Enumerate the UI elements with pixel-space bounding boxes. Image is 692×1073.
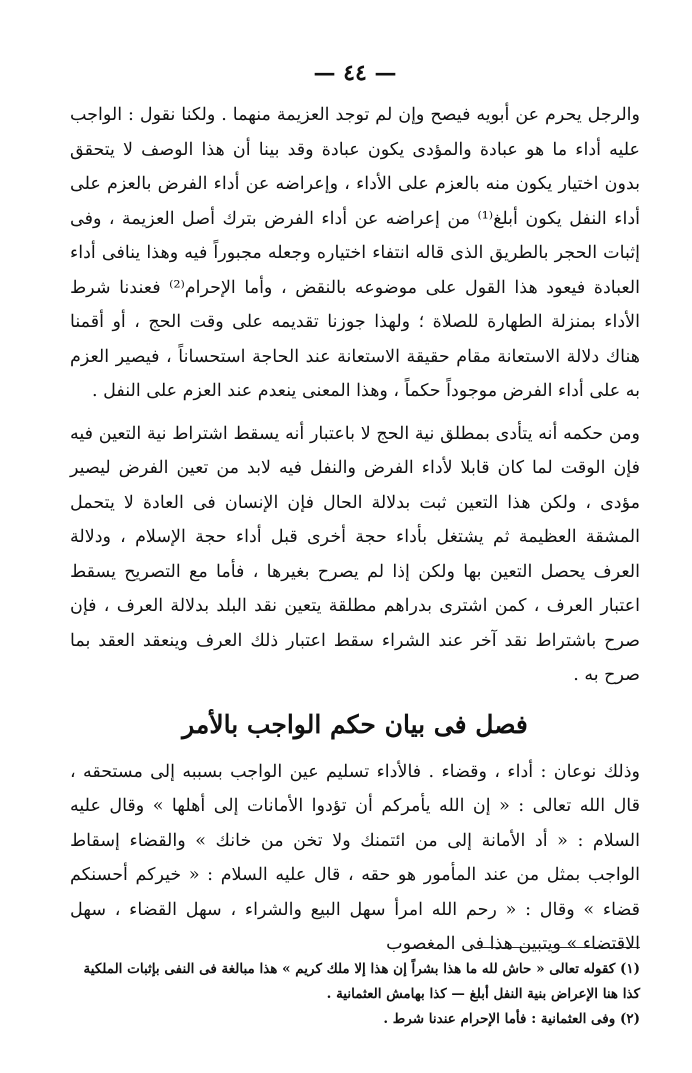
page-body bbox=[70, 60, 640, 962]
footnote-2: (٢) وفى العثمانية : فأما الإحرام عندنا شرط . bbox=[383, 1011, 640, 1027]
section-title: فصل فى بيان حكم الواجب بالأمر bbox=[182, 709, 528, 739]
page-number: — ٤٤ — bbox=[313, 60, 397, 86]
paragraph-2: ومن حكمه أنه يتأدى بمطلق نية الحج لا باعتبار أنه يسقط اشتراط نية التعين فيه فإن الوقت لما كان قابلا لأداء الفرض والنفل فيه لابد من تعين الفرض ليصير مؤدى ، ولكن هذا التعين ثبت بدلالة الحال فإن الإنسان فى العادة لا يتحمل المشقة العظيمة ثم يشتغل بأداء حجة أخرى قبل أداء حجة الإسلام ، ودلالة العرف يحصل التعين بها ولكن إذا لم يصرح بغيرها ، فأما مع التصريح يسقط اعتبار العرف ، كمن اشترى بدراهم مطلقة يتعين نقد البلد بدلالة العرف ، فإن صرح باشتراط نقد آخر عند الشراء سقط اعتبار ذلك العرف وينعقد العقد بما صرح به . bbox=[70, 423, 640, 685]
paragraph-1: والرجل يحرم عن أبويه فيصح وإن لم توجد العزيمة منهما . ولكنا نقول : الواجب عليه أداء ما هو عبادة والمؤدى يكون عبادة وقد بينا أن هذا الوصف لا يتحقق بدون اختيار يكون منه بالعزم على الأداء ، وإعراضه عن أداء الفرض بالعزم على أداء النفل يكون أبلغ⁽¹⁾ من إعراضه عن أداء الفرض بترك أصل العزيمة ، وفى إثبات الحجر بالطريق الذى قاله انتفاء اختياره وجعله مجبوراً فيه وهذا ينافى أداء العبادة فيعود هذا القول على موضوعه بالنقض ، وأما الإحرام⁽²⁾ فعندنا شرط الأداء بمنزلة الطهارة للصلاة ؛ ولهذا جوزنا تقديمه على وقت الحج ، أو أقمنا هناك دلالة الاستعانة مقام حقيقة الاستعانة عند الحاجة استحساناً ، فيصير العزم به على أداء الفرض موجوداً حكماً ، وهذا المعنى ينعدم عند العزم على النفل . bbox=[70, 105, 640, 401]
footnotes bbox=[70, 957, 640, 1032]
footnote-divider bbox=[480, 947, 640, 948]
section-paragraph: وذلك نوعان : أداء ، وقضاء . فالأداء تسليم عين الواجب بسببه إلى مستحقه ، قال الله تعالى : « إن الله يأمركم أن تؤدوا الأمانات إلى أهلها » وقال عليه السلام : « أد الأمانة إلى من ائتمنك ولا تخن من خانك » والقضاء إسقاط الواجب بمثل من عند المأمور هو حقه ، قال عليه السلام : « خيركم أحسنكم قضاء » وقال : « رحم الله امرأ سهل البيع والشراء ، سهل القضاء ، سهل الاقتضاء » ويتبين هذا فى المغصوب bbox=[70, 761, 640, 954]
footnote-1: (١) كقوله تعالى « حاش لله ما هذا بشراً إن هذا إلا ملك كريم » هذا مبالغة فى النفى بإثبات الملكية كذا هنا الإعراض بنية النفل أبلغ — كذا بهامش العثمانية . bbox=[83, 961, 640, 1002]
